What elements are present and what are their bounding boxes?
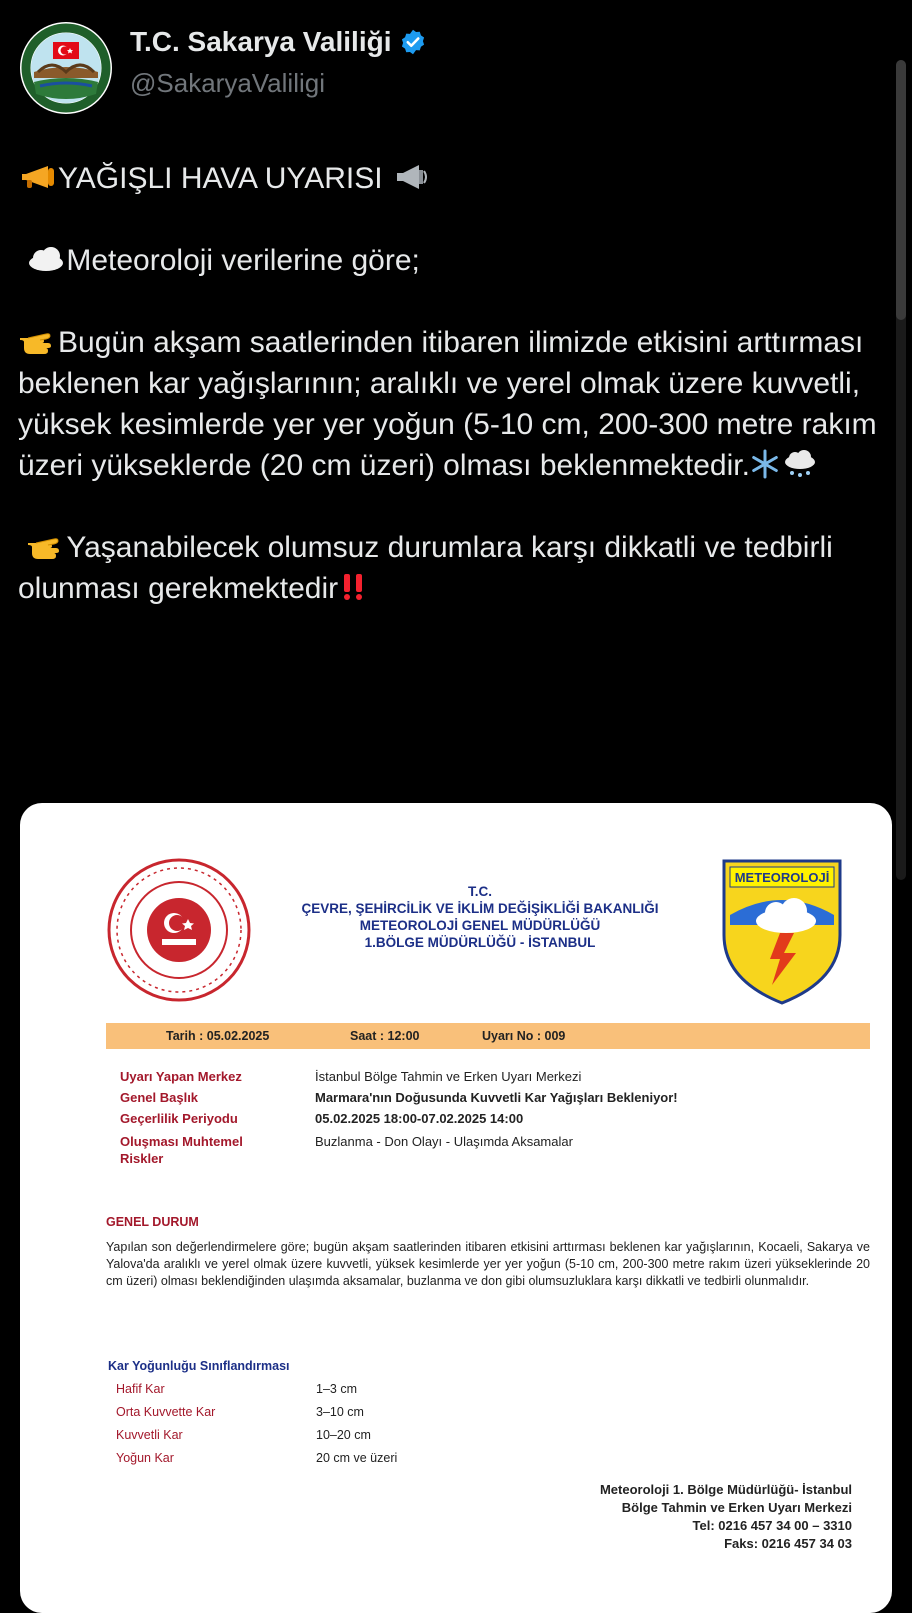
tweet-paragraph-forecast: Bugün akşam saatlerinden itibaren ilimizde etkisini arttırması beklenen kar yağışlarının; aralıklı ve yerel olmak üzere kuvvetli, yüksek kesimlerde yer yer yoğun (5-10 cm, 200-300 metre rakım üzeri yükseklerde (20 cm üzeri) olması beklenmektedir. bbox=[18, 326, 877, 482]
scrollbar-thumb[interactable] bbox=[896, 60, 906, 320]
ministry-seal bbox=[106, 857, 252, 1003]
sakarya-valiligi-logo bbox=[20, 22, 112, 114]
snow-classification-title: Kar Yoğunluğu Sınıflandırması bbox=[108, 1359, 290, 1373]
general-status-title: GENEL DURUM bbox=[106, 1215, 199, 1229]
cloud-icon bbox=[26, 244, 66, 274]
display-name[interactable] bbox=[130, 26, 427, 58]
display-name-text[interactable]: T.C. Sakarya Valiliği bbox=[130, 26, 392, 57]
tweet-line-title: YAĞIŞLI HAVA UYARISI bbox=[18, 158, 890, 199]
general-status-text: Yapılan son değerlendirmelere göre; bugün akşam saatlerinden itibaren etkisini arttırması beklenen kar yağışlarının, Kocaeli, Sakarya ve Yalova'da aralıklı ve yerel olmak üzere kuvvetli, yüksek kesimlerde yer yer yoğun (5-10 cm, 200-300 metre rakım üzeri yükseklerinde 20 cm üzeri) olması beklendiğinden ulaşımda aksamalar, buzlanma ve don gibi olumsuzluklara karşı dikkatli ve tedbirli olunmalıdır. bbox=[106, 1240, 870, 1288]
scrollbar[interactable] bbox=[896, 60, 906, 880]
snow-cloud-icon bbox=[780, 449, 820, 479]
loudspeaker-icon bbox=[391, 162, 431, 192]
attached-document-image[interactable]: T.C. ÇEVRE, ŞEHİRCİLİK VE İKLİM DEĞİŞİKLİĞİ BAKANLIĞI METEOROLOJİ GENEL MÜDÜRLÜĞÜ 1.BÖLGE MÜDÜRLÜĞÜ - İSTANBUL METEOROLOJİ Tarih : 05.02.2025 Saat : 12:00 Uyarı No : 009 Uyarı Yapan Merkez İstanbul Bölge Tahmin ve Erken Uyarı Merkezi Genel Başlık Marmara'nın Doğusunda Kuvvetli Kar Yağışları Bekleniyor! Geçerlilik Periyodu 05.02.2025 18:00-07.02.2025 14:00 Oluşması Muhtemel Riskler Buzlanma - Don Olayı - Ulaşımda Aksamalar GENEL DURUM Yapılan son değerlendirmelere göre; bugün akşam saatlerinden itibaren etkisini arttırması beklenen kar yağışlarının, Kocaeli, Sakarya ve Yalova'da aralıklı ve yerel olmak üzere kuvvetli, yüksek kesimlerde yer yer yoğun (5-10 cm, 200-300 metre rakım üzeri yükseklerinde 20 cm üzeri) olması beklendiğinden ulaşımda aksamalar, buzlanma ve don gibi olumsuzluklara karşı dikkatli ve tedbirli olunmalıdır. Kar Yoğunluğu Sınıflandırması Hafif Kar 1–3 cm Orta Kuvvette Kar 3–10 cm Kuvvetli Kar 10–20 cm Yoğun Kar 20 cm ve üzeri Meteoroloji 1. Bölge Müdürlüğü- İstanbul Bölge Tahmin ve Erken Uyarı Merkezi Tel: 0216 457 34 00 – 3310 Faks: 0216 457 34 03 bbox=[20, 803, 892, 1613]
megaphone-icon bbox=[18, 162, 58, 192]
verified-badge-icon bbox=[399, 28, 427, 56]
tweet-text bbox=[18, 158, 890, 609]
pointing-hand-icon bbox=[18, 326, 58, 356]
warning-number: Uyarı No : 009 bbox=[482, 1029, 566, 1043]
meteoroloji-logo bbox=[720, 855, 844, 1007]
tweet-paragraph-caution: Yaşanabilecek olumsuz durumlara karşı dikkatli ve tedbirli olunması gerekmektedir bbox=[18, 531, 833, 605]
snowflake-icon bbox=[750, 449, 780, 479]
tweet-line-source: Meteoroloji verilerine göre; bbox=[18, 240, 890, 281]
avatar[interactable] bbox=[20, 22, 112, 114]
document-footer: Meteoroloji 1. Bölge Müdürlüğü- İstanbul Bölge Tahmin ve Erken Uyarı Merkezi Tel: 0216 457 34 00 – 3310 Faks: 0216 457 34 03 bbox=[599, 1482, 852, 1551]
pointing-hand-icon bbox=[26, 531, 66, 561]
double-exclamation-icon bbox=[338, 572, 368, 602]
warning-time: Saat : 12:00 bbox=[350, 1029, 420, 1043]
handle[interactable]: @SakaryaValiligi bbox=[130, 68, 325, 98]
svg-text:METEOROLOJİ: METEOROLOJİ bbox=[734, 870, 830, 885]
ministry-header: T.C. ÇEVRE, ŞEHİRCİLİK VE İKLİM DEĞİŞİKLİĞİ BAKANLIĞI METEOROLOJİ GENEL MÜDÜRLÜĞÜ 1.BÖLGE MÜDÜRLÜĞÜ - İSTANBUL bbox=[301, 884, 659, 950]
warning-date: Tarih : 05.02.2025 bbox=[166, 1029, 270, 1043]
warning-info-bar bbox=[106, 1023, 870, 1049]
